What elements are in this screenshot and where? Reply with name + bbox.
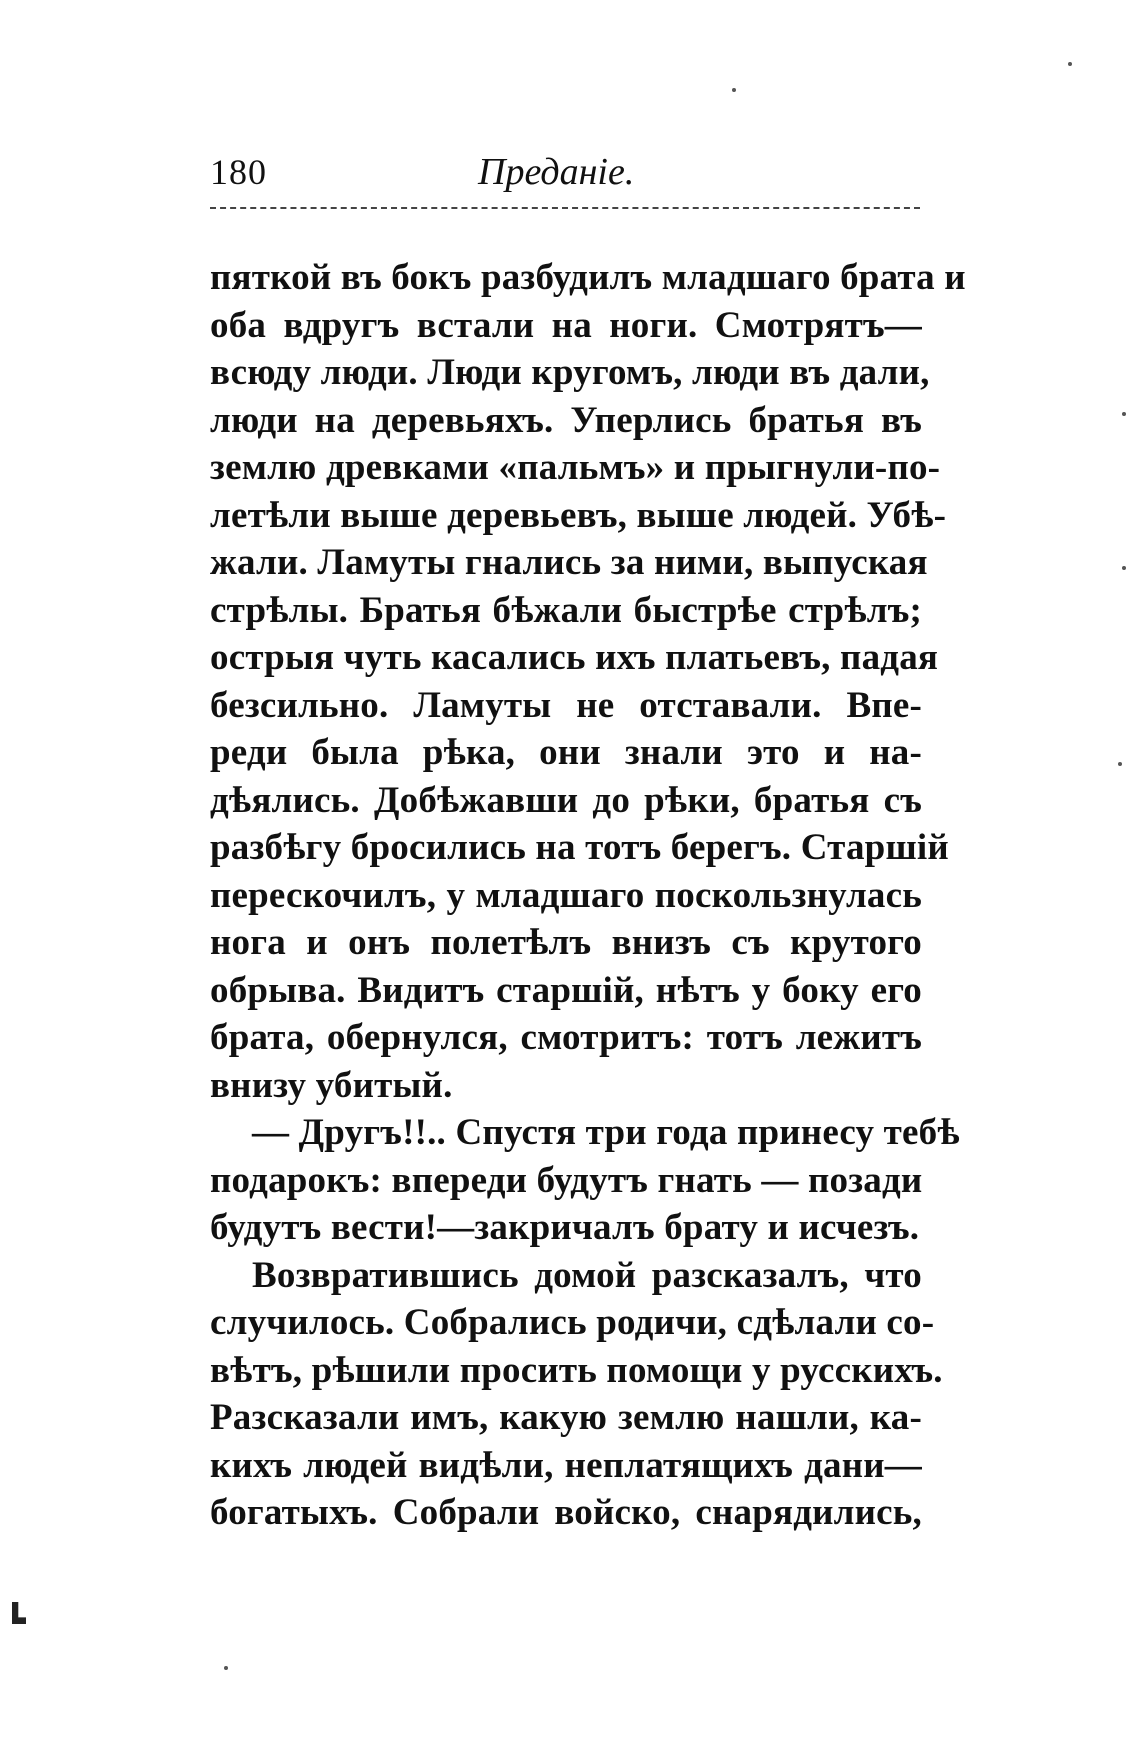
text-line: будутъ вести!—закричалъ брату и исчезъ. — [210, 1207, 920, 1248]
scan-speck — [1122, 566, 1126, 570]
running-title: Преданіе. — [478, 151, 635, 193]
text-line: богатыхъ. Собрали войско, снарядились, — [210, 1492, 922, 1533]
text-line: острыя чуть касались ихъ платьевъ, падая — [210, 637, 939, 678]
text-line: — Другъ!!.. Спустя три года принесу тебѣ — [252, 1112, 960, 1153]
scan-speck — [224, 1666, 228, 1670]
text-line: всюду люди. Люди кругомъ, люди въ дали, — [210, 352, 930, 393]
header-rule — [210, 207, 920, 209]
text-line: жали. Ламуты гнались за ними, выпуская — [210, 542, 928, 583]
text-line: внизу убитый. — [210, 1064, 453, 1106]
text-line: обрыва. Видитъ старшій, нѣтъ у боку его — [210, 969, 922, 1011]
scan-speck — [1068, 62, 1072, 66]
page-header — [210, 148, 930, 196]
body-text — [210, 254, 966, 1537]
text-line: реди была рѣка, они знали это и на- — [210, 732, 922, 773]
text-line: разбѣгу бросились на тотъ берегъ. Старшій — [210, 827, 949, 868]
text-line: пяткой въ бокъ разбудилъ младшаго брата и — [210, 257, 966, 298]
text-line: безсильно. Ламуты не отставали. Впе- — [210, 684, 922, 726]
text-line: оба вдругъ встали на ноги. Смотрятъ— — [210, 304, 922, 346]
scan-speck — [1122, 412, 1126, 416]
text-line: вѣтъ, рѣшили просить помощи у русскихъ. — [210, 1349, 943, 1391]
text-line: Разсказали имъ, какую землю нашли, ка- — [210, 1397, 922, 1438]
text-line: подарокъ: впереди будутъ гнать — позади — [210, 1159, 923, 1201]
scan-speck — [1118, 762, 1122, 766]
text-line: стрѣлы. Братья бѣжали быстрѣе стрѣлъ; — [210, 589, 922, 631]
scan-speck — [732, 88, 736, 92]
text-line: нога и онъ полетѣлъ внизъ съ крутого — [210, 922, 922, 963]
text-line: люди на деревьяхъ. Уперлись братья въ — [210, 399, 922, 441]
scan-artifact — [12, 1602, 26, 1624]
text-line: землю древками «пальмъ» и прыгнули-по- — [210, 447, 941, 488]
text-line: брата, обернулся, смотритъ: тотъ лежитъ — [210, 1017, 922, 1058]
page-number: 180 — [210, 152, 267, 192]
text-line: Возвратившись домой разсказалъ, что — [252, 1254, 922, 1296]
text-line: летѣли выше деревьевъ, выше людей. Убѣ- — [210, 494, 947, 536]
text-line: перескочилъ, у младшаго поскользнулась — [210, 874, 922, 916]
text-line: дѣялись. Добѣжавши до рѣки, братья съ — [210, 779, 922, 821]
text-line: кихъ людей видѣли, неплатящихъ дани— — [210, 1444, 922, 1486]
text-line: случилось. Собрались родичи, сдѣлали со- — [210, 1302, 935, 1343]
